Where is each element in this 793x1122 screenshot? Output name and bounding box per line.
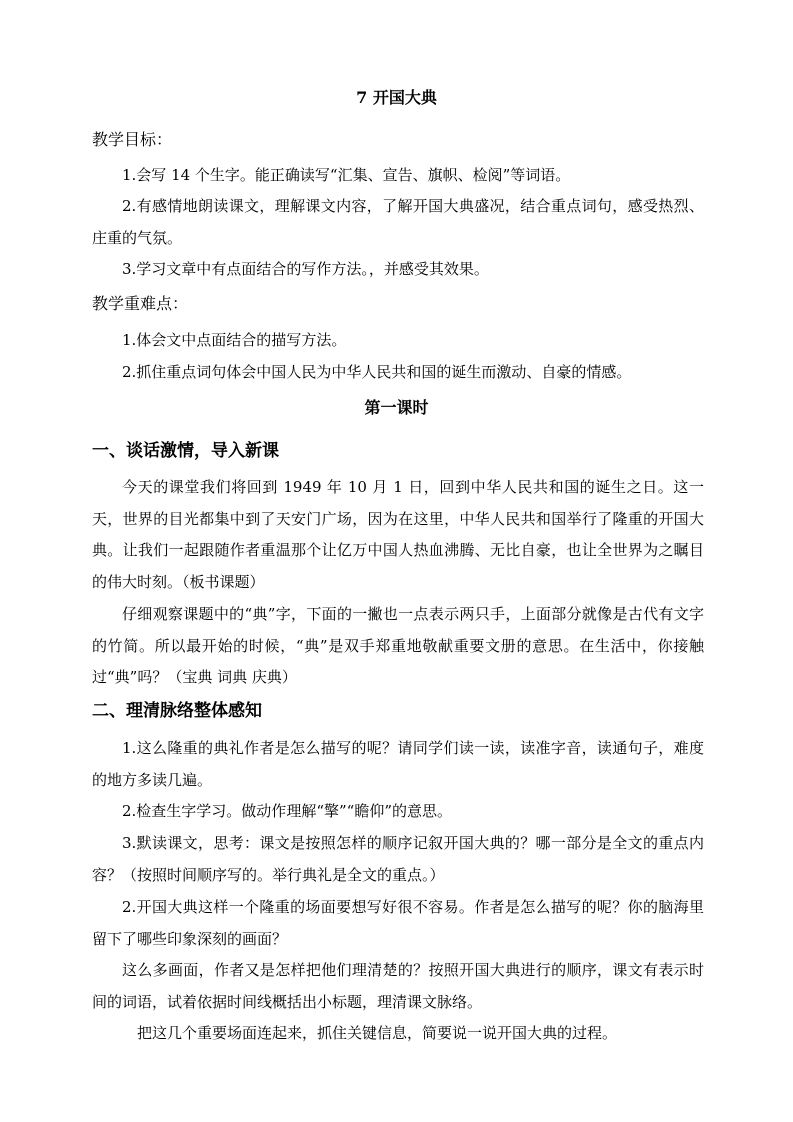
paragraph: 1.这么隆重的典礼作者是怎么描写的呢？请同学们读一读，读准字音，读通句子，难度的地方多读几遍。 xyxy=(92,739,704,789)
paragraph: 仔细观察课题中的“典”字，下面的一撇也一点表示两只手，上面部分就像是古代有文字的竹简。所以最开始的时候，“典”是双手郑重地敬献重要文册的意思。在生活中，你接触过“典”吗？（宝典 词典 庆典） xyxy=(92,605,704,686)
paragraph: 今天的课堂我们将回到 1949 年 10 月 1 日，回到中华人民共和国的诞生之日。这一天，世界的目光都集中到了天安门广场，因为在这里，中华人民共和国举行了隆重的开国大典。让我们一起跟随作者重温那个让亿万中国人热血沸腾、无比自豪，也让全世界为之瞩目的伟大时刻。（板书课题） xyxy=(92,478,704,591)
goal-item: 2.有感情地朗读课文，理解课文内容，了解开国大典盛况，结合重点词句，感受热烈、庄重的气氛。 xyxy=(92,197,704,247)
goals-heading: 教学目标： xyxy=(92,130,173,149)
paragraph: 3.默读课文，思考：课文是按照怎样的顺序记叙开国大典的？哪一部分是全文的重点内容？（按照时间顺序写的。举行典礼是全文的重点。） xyxy=(92,834,704,884)
difficulty-item: 2.抓住重点词句体会中国人民为中华人民共和国的诞生而激动、自豪的情感。 xyxy=(122,363,632,381)
goal-item: 3.学习文章中有点面结合的写作方法。，并感受其效果。 xyxy=(122,260,489,278)
paragraph: 2.开国大典这样一个隆重的场面要想写好很不容易。作者是怎么描写的呢？你的脑海里留下了哪些印象深刻的画面？ xyxy=(92,898,704,948)
paragraph: 2.检查生字学习。做动作理解“擎”“瞻仰”的意思。 xyxy=(122,802,452,820)
difficulties-heading: 教学重难点： xyxy=(92,294,189,313)
document-title: 7 开国大典 xyxy=(356,88,437,107)
paragraph: 把这几个重要场面连起来，抓住关键信息，简要说一说开国大典的过程。 xyxy=(137,1024,618,1042)
section-heading: 二、理清脉络整体感知 xyxy=(92,701,262,721)
difficulty-item: 1.体会文中点面结合的描写方法。 xyxy=(122,331,347,349)
lesson-title: 第一课时 xyxy=(364,398,429,417)
section-heading: 一、谈话激情，导入新课 xyxy=(92,441,279,461)
paragraph: 这么多画面，作者又是怎样把他们理清楚的？按照开国大典进行的顺序，课文有表示时间的词语，试着依据时间线概括出小标题，理清课文脉络。 xyxy=(92,961,704,1011)
goal-item: 1.会写 14 个生字。能正确读写“汇集、宣告、旗帜、检阅”等词语。 xyxy=(122,166,571,184)
